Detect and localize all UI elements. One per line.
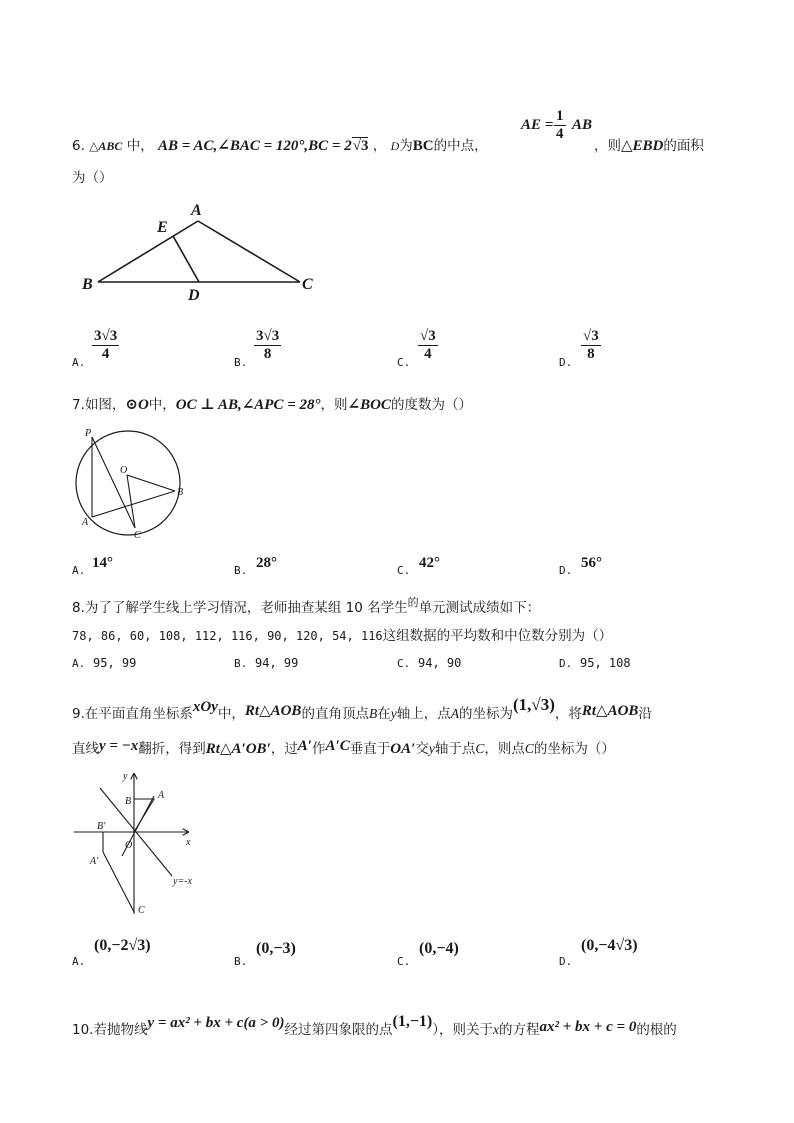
q9-label-b: B <box>125 796 132 807</box>
q9-l1c: 在 <box>377 706 391 722</box>
q9-option-b-label[interactable]: B. <box>234 955 248 968</box>
q9-point-a: A <box>450 706 459 721</box>
q9-rt-aob-2: Rt△AOB <box>581 703 639 719</box>
q7-number: 7.如图， <box>72 397 126 413</box>
q7-zhong: 中， <box>148 397 176 413</box>
q7-segment-ab <box>92 491 175 517</box>
q9-figure <box>70 768 210 920</box>
q8-option-a[interactable]: 95, 99 <box>93 656 137 670</box>
q6-midpoint-text: 的中点， <box>433 138 488 154</box>
q7-option-b-label[interactable]: B. <box>234 564 248 577</box>
q9-label-c: C <box>138 905 145 916</box>
q6-wei: 为 <box>399 138 413 154</box>
q6-label-a: A <box>191 202 202 219</box>
q8-line2-tail: 这组数据的平均数和中位数分别为（） <box>382 628 613 644</box>
q6-option-d[interactable] <box>581 328 601 363</box>
q6-triangle-abc: △ABC <box>89 139 123 153</box>
q9-option-c-label[interactable]: C. <box>397 955 411 968</box>
q9-triangle-aob <box>134 799 154 832</box>
q10-l5: 的根的 <box>636 1022 677 1038</box>
q10-equation: ax² + bx + c = 0 <box>539 1019 637 1035</box>
q9-line-eq: y = −x <box>99 738 139 754</box>
q9-option-a-label[interactable]: A. <box>72 955 86 968</box>
q8-line1 <box>72 596 540 616</box>
q10-x: x <box>493 1022 500 1037</box>
q6-option-a-num: 3√3 <box>94 328 118 344</box>
q6-ae-rhs: AB <box>572 117 593 133</box>
q8-scores: 78, 86, 60, 108, 112, 116, 90, 120, 54, 116 <box>72 629 383 643</box>
q9-label-x: x <box>186 837 191 848</box>
q6-conditions: AB = AC,∠BAC = 120°,BC = 2 <box>158 138 352 154</box>
q8-line2 <box>72 624 612 644</box>
q10-point: (1,−1) <box>392 1013 433 1030</box>
q7-circle-o: ⊙O <box>125 397 149 413</box>
q9-y-axis-1: y <box>390 706 397 721</box>
q7-option-d[interactable]: 56° <box>581 555 602 571</box>
q8-line1-b: 单元测试成绩如下： <box>418 600 541 616</box>
q9-zhong: 中， <box>217 706 245 722</box>
q9-point-c-2: C <box>524 741 534 756</box>
q8-option-b[interactable]: 94, 99 <box>255 656 299 670</box>
q6-ae-lhs: AE = <box>521 117 554 133</box>
q7-tail: 的度数为（） <box>390 397 472 413</box>
q7-option-c-label[interactable]: C. <box>397 564 411 577</box>
q9-option-d-label[interactable]: D. <box>559 955 573 968</box>
q9-option-c[interactable]: (0,−4) <box>419 940 459 957</box>
q6-option-d-den: 8 <box>587 346 595 362</box>
q9-coord-a: (1,√3) <box>512 695 555 714</box>
q9-line1 <box>72 695 652 723</box>
q9-rt-aob-1: Rt△AOB <box>244 703 302 719</box>
q6-segment-ba <box>98 221 198 282</box>
q9-label-b-prime: B′ <box>97 821 106 832</box>
q6-option-b-num: 3√3 <box>256 328 280 344</box>
q9-l1b: 的直角顶点 <box>301 706 369 722</box>
q9-l1e: 的坐标为 <box>458 706 513 722</box>
q9-l2b: 翻折，得到 <box>138 741 206 757</box>
q7-stem <box>72 393 472 414</box>
q9-l2c: ，过 <box>270 741 298 757</box>
q9-label-o: O <box>125 840 133 851</box>
q6-ze: ，则 <box>594 138 621 154</box>
q9-label-a-prime: A′ <box>90 856 99 867</box>
q6-option-c[interactable] <box>418 328 438 363</box>
q6-point-d: D <box>390 139 400 153</box>
q8-option-a-label[interactable]: A. <box>72 657 86 670</box>
q9-l2f: 交 <box>415 741 429 757</box>
q6-label-b: B <box>82 276 93 293</box>
q9-label-line: y=-x <box>173 876 192 887</box>
q6-label-c: C <box>302 276 313 293</box>
q6-option-a-label[interactable]: A. <box>72 356 86 369</box>
q9-point-c: C <box>475 741 485 756</box>
q6-option-c-label[interactable]: C. <box>397 356 411 369</box>
q9-a-prime-c: A′C <box>325 738 350 754</box>
q9-l2i: 的坐标为（） <box>533 741 615 757</box>
q8-line1-a: 8.为了了解学生线上学习情况，老师抽查某组 10 名学生 <box>72 600 408 616</box>
q6-segment-ac <box>198 221 300 282</box>
q7-option-d-label[interactable]: D. <box>559 564 573 577</box>
q7-option-a-label[interactable]: A. <box>72 564 86 577</box>
q8-de: 的 <box>407 596 419 609</box>
q6-label-e: E <box>157 219 168 236</box>
q7-conditions: OC ⊥ AB,∠APC = 28° <box>175 397 321 413</box>
q9-l1d: 轴上，点 <box>396 706 451 722</box>
q8-option-c-label[interactable]: C. <box>397 657 411 670</box>
q6-ae-fraction <box>554 108 566 143</box>
q6-option-b-den: 8 <box>263 346 272 362</box>
q9-l2a: 直线 <box>72 741 99 757</box>
q6-figure <box>72 195 332 310</box>
q9-label-y: y <box>123 771 128 782</box>
q9-label-a: A <box>158 790 165 801</box>
q7-option-a[interactable]: 14° <box>92 555 113 571</box>
q6-number: 6. <box>72 138 85 154</box>
q9-segment-a-prime-c <box>103 852 134 912</box>
q6-line2: 为（） <box>72 170 113 186</box>
q6-area-text: 的面积 <box>663 138 704 154</box>
q9-option-b[interactable]: (0,−3) <box>256 940 296 957</box>
q6-line1-tail <box>594 134 704 155</box>
q9-l2e: 垂直于 <box>349 741 391 757</box>
q7-label-o: O <box>120 465 128 476</box>
q10-parabola: y = ax² + bx + c(a > 0) <box>147 1015 285 1031</box>
q6-option-a[interactable] <box>92 328 119 363</box>
q6-ae-den: 4 <box>556 126 564 142</box>
q8-option-c[interactable]: 94, 90 <box>418 656 462 670</box>
q8-option-d[interactable]: 95, 108 <box>580 656 631 670</box>
q7-option-c[interactable]: 42° <box>419 555 440 571</box>
q6-option-b-label[interactable]: B. <box>234 356 248 369</box>
q9-l1a: 9.在平面直角坐标系 <box>72 706 193 722</box>
q9-l2g: 轴于点 <box>434 741 476 757</box>
q10-l3: ），则关于 <box>432 1022 494 1038</box>
q6-option-c-den: 4 <box>424 346 432 362</box>
q6-sep: ， <box>372 138 387 154</box>
q7-angle-boc: ∠BOC <box>347 397 391 413</box>
q8-option-d-label[interactable]: D. <box>559 657 573 670</box>
q6-ae-num: 1 <box>556 108 564 124</box>
q6-bc: BC <box>412 138 434 154</box>
q9-line2 <box>72 737 615 758</box>
q6-option-d-label[interactable]: D. <box>559 356 573 369</box>
q7-ze: ，则 <box>320 397 348 413</box>
q9-option-d[interactable]: (0,−4√3) <box>581 937 638 954</box>
q6-line1 <box>72 134 488 155</box>
q6-option-c-num: √3 <box>420 328 436 344</box>
q9-y-axis-2: y <box>428 741 435 756</box>
q7-label-a: A <box>82 517 89 528</box>
q7-segment-ob <box>127 475 175 491</box>
q9-rt-aob-prime: Rt△A′OB′ <box>205 741 271 757</box>
q10-l2: 经过第四象限的点 <box>284 1022 393 1038</box>
q7-option-b[interactable]: 28° <box>256 555 277 571</box>
q6-option-b[interactable] <box>254 328 281 363</box>
q9-oa-prime: OA′ <box>390 741 416 757</box>
q6-zhong: 中， <box>126 138 154 154</box>
q9-l2d: 作 <box>312 741 326 757</box>
q10-l1: 10.若抛物线 <box>72 1022 148 1038</box>
q9-a-prime: A′ <box>297 738 313 754</box>
q10-l4: 的方程 <box>499 1022 540 1038</box>
q8-option-b-label[interactable]: B. <box>234 657 248 670</box>
q6-label-d: D <box>188 287 200 304</box>
q7-label-c: C <box>134 530 141 541</box>
q9-option-a[interactable]: (0,−2√3) <box>94 937 151 954</box>
q10-stem <box>72 1013 677 1039</box>
q7-label-b: B <box>177 487 184 498</box>
q9-l2h: ，则点 <box>484 741 525 757</box>
q9-xoy: xOy <box>192 699 218 715</box>
q6-option-d-num: √3 <box>583 328 599 344</box>
q9-point-b: B <box>368 706 378 721</box>
q9-l1f: ，将 <box>554 706 582 722</box>
q7-label-p: P <box>85 428 92 439</box>
q9-l1g: 沿 <box>638 706 652 722</box>
q6-sqrt3: √3 <box>352 138 369 154</box>
q7-figure <box>70 425 195 541</box>
q6-segment-ed <box>173 236 199 282</box>
q6-triangle-ebd: △EBD <box>621 138 664 154</box>
q6-option-a-den: 4 <box>101 346 110 362</box>
